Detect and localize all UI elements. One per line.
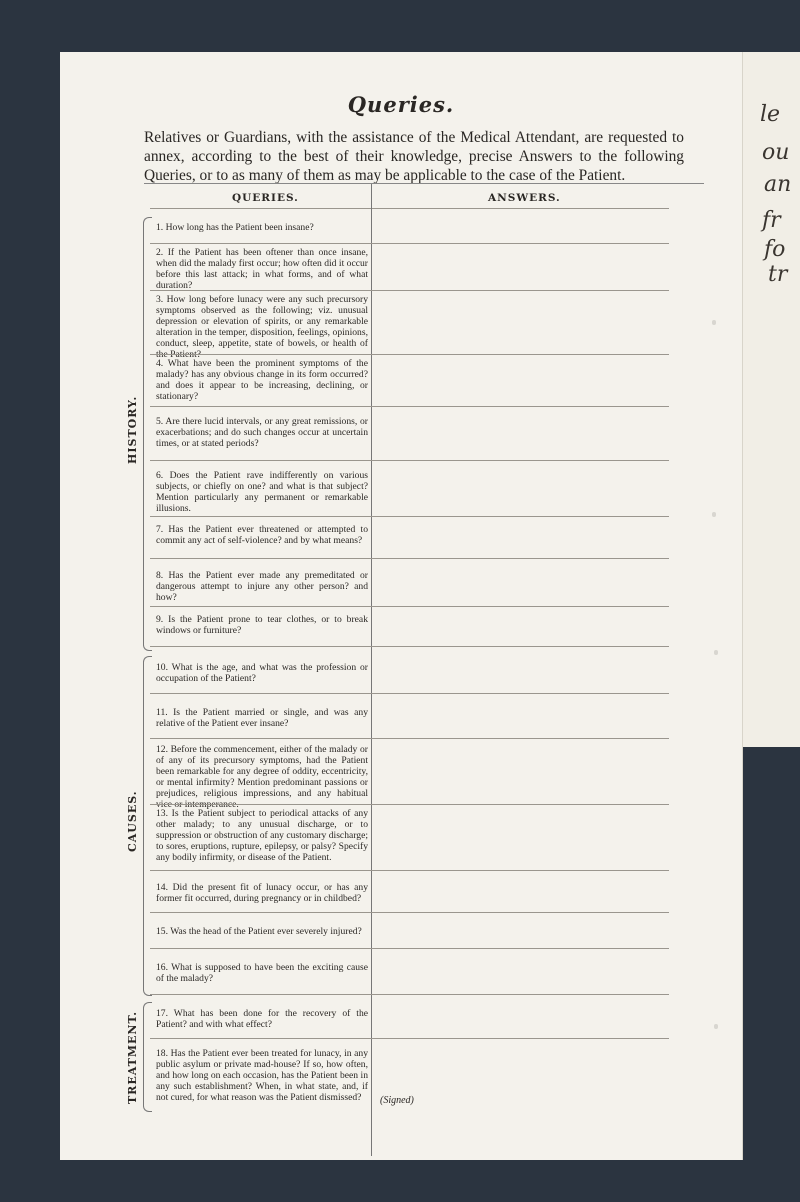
query-7: 7. Has the Patient ever threatened or attempted to commit any act of self-violence? and by what means?	[156, 524, 368, 546]
answer-line	[150, 1038, 669, 1039]
query-4: 4. What have been the prominent symptoms of the malady? has any obvious change in its form occurred? and does it appear to be increasing, declining, or stationary?	[156, 358, 368, 402]
handwriting-fragment: an	[764, 172, 792, 197]
answer-line	[150, 693, 669, 694]
answer-line	[150, 558, 669, 559]
signed-label: (Signed)	[380, 1095, 414, 1106]
handwriting-fragment: fr	[762, 208, 781, 233]
handwriting-fragment: ou	[762, 140, 790, 165]
answer-line	[150, 290, 669, 291]
questionnaire-page	[60, 52, 742, 1160]
history-brace	[143, 217, 152, 651]
answer-line	[150, 804, 669, 805]
query-2: 2. If the Patient has been oftener than once insane, when did the malady first occur; how often did it occur before this last attack; in what forms, and of what duration?	[156, 247, 368, 291]
query-15: 15. Was the head of the Patient ever severely injured?	[156, 926, 362, 937]
answer-line	[150, 516, 669, 517]
query-9: 9. Is the Patient prone to tear clothes, or to break windows or furniture?	[156, 614, 368, 636]
query-3: 3. How long before lunacy were any such precursory symptoms observed as the following; viz. unusual depression or elevation of spirits, or any remarkable alteration in the temper, disposition, feelings, opinions, conduct, sleep, appetite, state of bowels, or health of the Patient?	[156, 294, 368, 360]
query-10: 10. What is the age, and what was the profession or occupation of the Patient?	[156, 662, 368, 684]
answer-line	[150, 243, 669, 244]
query-1: 1. How long has the Patient been insane?	[156, 222, 314, 233]
query-13: 13. Is the Patient subject to periodical attacks of any other malady; to any unusual discharge, or to suppression or obstruction of any customary discharge; to sores, eruptions, rupture, epilepsy, or palsy? Specify any bodily infirmity, or disease of the Patient.	[156, 808, 368, 863]
answers-header: ANSWERS.	[488, 192, 561, 204]
query-18: 18. Has the Patient ever been treated for lunacy, in any public asylum or private mad-house? If so, how often, and how long on each occasion, has the Patient been in any such establishment? When, in what state, and, if not cured, for what reason was the Patient dismissed?	[156, 1048, 368, 1103]
section-label-causes: CAUSES.	[126, 790, 139, 852]
answer-line	[150, 406, 669, 407]
page-title: Queries.	[347, 92, 455, 117]
query-14: 14. Did the present fit of lunacy occur, or has any former fit occurred, during pregnancy or in childbed?	[156, 882, 368, 904]
queries-header: QUERIES.	[232, 192, 299, 204]
query-11: 11. Is the Patient married or single, and was any relative of the Patient ever insane?	[156, 707, 368, 729]
query-12: 12. Before the commencement, either of the malady or of any of its precursory symptoms, had the Patient been remarkable for any degree of oddity, eccentricity, or mental infirmity? Mention predominant passions or prejudices, religious impressions, and any habitual vice or intemperance.	[156, 744, 368, 810]
treatment-brace	[143, 1002, 152, 1112]
query-16: 16. What is supposed to have been the exciting cause of the malady?	[156, 962, 368, 984]
query-17: 17. What has been done for the recovery of the Patient? and with what effect?	[156, 1008, 368, 1030]
handwriting-fragment: le	[760, 102, 781, 127]
adjacent-page	[742, 52, 800, 747]
answer-line	[150, 994, 669, 995]
section-label-history: HISTORY.	[126, 395, 139, 464]
answer-line	[150, 646, 669, 647]
answer-line	[150, 606, 669, 607]
intro-paragraph: Relatives or Guardians, with the assistance of the Medical Attendant, are requested to annex, according to the best of their knowledge, precise Answers to the following Queries, or to as many of them as may be applicable to the case of the Patient.	[144, 129, 684, 184]
answer-line	[150, 460, 669, 461]
binding-hole	[714, 650, 718, 655]
column-divider	[371, 184, 372, 1156]
binding-hole	[712, 512, 716, 517]
divider	[150, 208, 669, 209]
answer-line	[150, 738, 669, 739]
answer-line	[150, 912, 669, 913]
answer-line	[150, 948, 669, 949]
divider	[144, 183, 704, 184]
query-8: 8. Has the Patient ever made any premeditated or dangerous attempt to injure any other person? and how?	[156, 570, 368, 603]
answer-line	[150, 870, 669, 871]
query-6: 6. Does the Patient rave indifferently on various subjects, or chiefly on one? and what is that subject? Mention particularly any permanent or remarkable illusions.	[156, 470, 368, 514]
handwriting-fragment: fo	[764, 237, 786, 262]
section-label-treatment: TREATMENT.	[126, 1010, 139, 1104]
handwriting-fragment: tr	[768, 262, 788, 287]
causes-brace	[143, 656, 152, 996]
binding-hole	[712, 320, 716, 325]
binding-hole	[714, 1024, 718, 1029]
answer-line	[150, 354, 669, 355]
query-5: 5. Are there lucid intervals, or any great remissions, or exacerbations; and do such changes occur at uncertain times, or at stated periods?	[156, 416, 368, 449]
